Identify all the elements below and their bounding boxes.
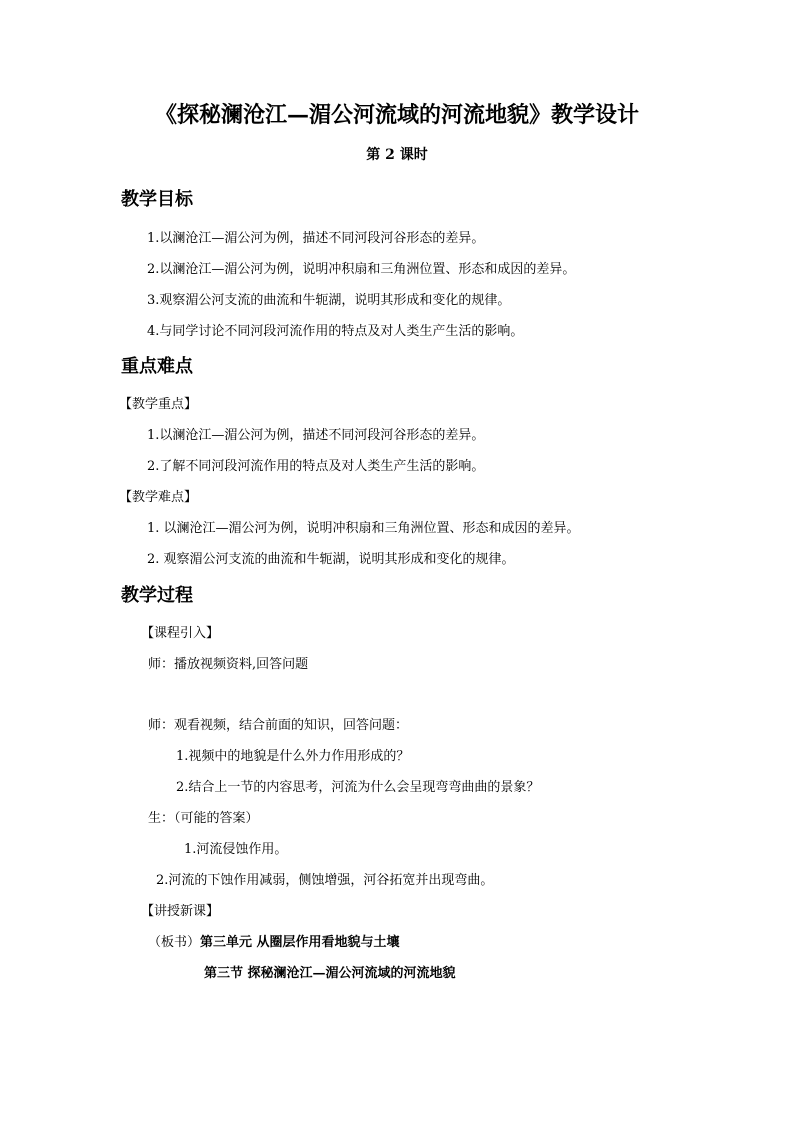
board-prefix: （板书） (148, 935, 201, 950)
answer-2: 2.河流的下蚀作用减弱，侧蚀增强，河谷拓宽并出现弯曲。 (156, 873, 494, 888)
focus-item-2: 2.了解不同河段河流作用的特点及对人类生产生活的影响。 (147, 459, 485, 474)
goal-item-1: 1.以澜沧江—湄公河为例，描述不同河段河谷形态的差异。 (147, 231, 485, 246)
student-line: 生：（可能的答案） (148, 811, 259, 826)
lesson-subtitle: 第 2 课时 (366, 147, 428, 163)
board-unit: 第三单元 从圈层作用看地貌与土壤 (200, 935, 400, 950)
focus-label: 【教学重点】 (119, 397, 198, 412)
focus-item-1: 1.以澜沧江—湄公河为例，描述不同河段河谷形态的差异。 (147, 428, 485, 443)
process-heading: 教学过程 (121, 585, 193, 606)
question-2: 2.结合上一节的内容思考，河流为什么会呈现弯弯曲曲的景象？ (176, 780, 540, 795)
board-line-unit (148, 936, 400, 949)
board-section: 第三节 探秘澜沧江—湄公河流域的河流地貌 (204, 966, 456, 981)
new-lesson-label: 【讲授新课】 (141, 904, 220, 919)
goal-item-4: 4.与同学讨论不同河段河流作用的特点及对人类生产生活的影响。 (147, 324, 524, 339)
document-title: 《探秘澜沧江—湄公河流域的河流地貌》教学设计 (154, 102, 639, 128)
goals-heading: 教学目标 (121, 189, 193, 210)
teacher-line-2: 师：观看视频，结合前面的知识，回答问题： (148, 718, 409, 733)
intro-label: 【课程引入】 (141, 626, 220, 641)
answer-1: 1.河流侵蚀作用。 (184, 842, 288, 857)
goal-item-2: 2.以澜沧江—湄公河为例，说明冲积扇和三角洲位置、形态和成因的差异。 (147, 262, 576, 277)
teacher-line-1: 师：播放视频资料,回答问题 (148, 657, 309, 672)
difficulty-item-1: 1. 以澜沧江—湄公河为例，说明冲积扇和三角洲位置、形态和成因的差异。 (147, 521, 580, 536)
difficulty-label: 【教学难点】 (119, 490, 198, 505)
goal-item-3: 3.观察湄公河支流的曲流和牛轭湖，说明其形成和变化的规律。 (147, 293, 511, 308)
difficulty-item-2: 2. 观察湄公河支流的曲流和牛轭湖，说明其形成和变化的规律。 (147, 552, 515, 567)
question-1: 1.视频中的地貌是什么外力作用形成的？ (176, 749, 410, 764)
keypoints-heading: 重点难点 (121, 356, 193, 377)
